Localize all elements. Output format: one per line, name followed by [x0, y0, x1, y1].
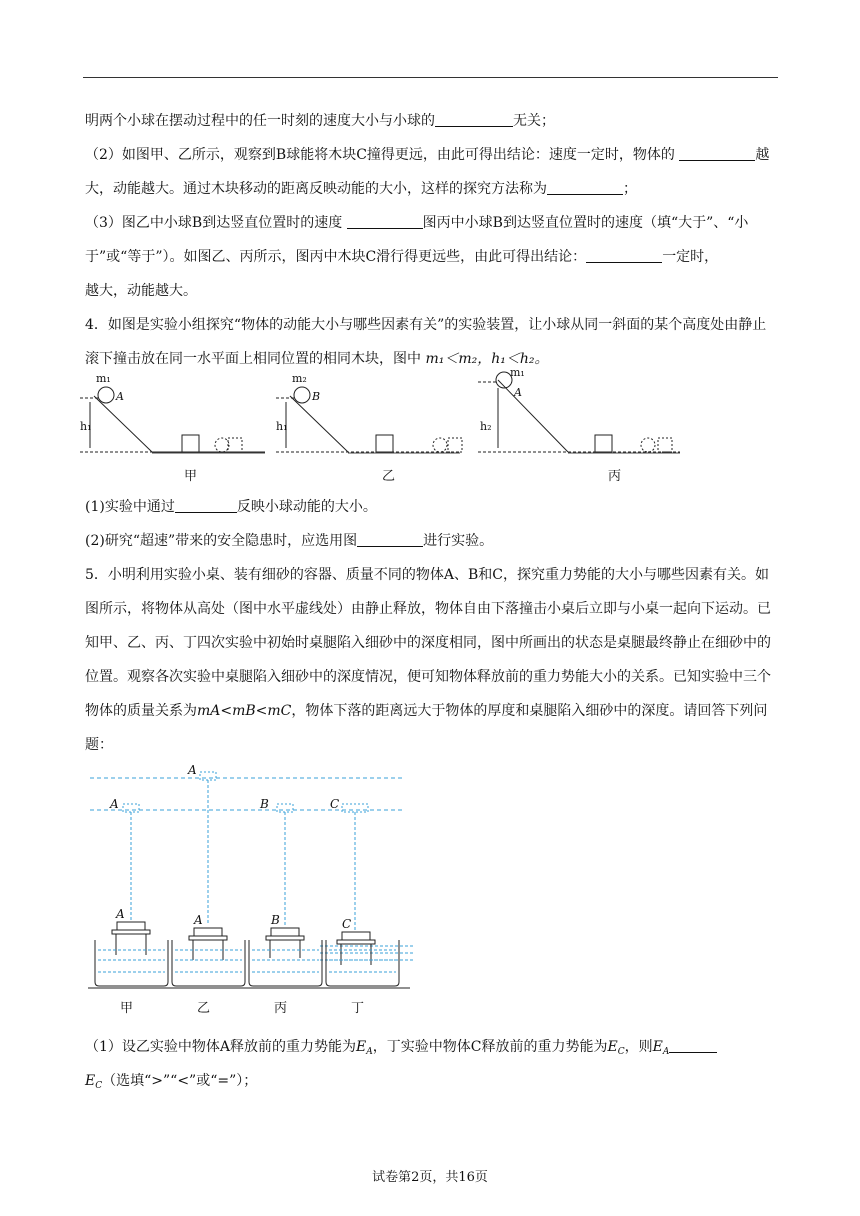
- q5-relation: mA<mB<mC: [197, 703, 292, 719]
- q4-ball-label-2: B: [312, 390, 321, 403]
- q5-label-c-low: C: [342, 917, 352, 931]
- q5-label-a-high: A: [110, 797, 119, 811]
- q4-height-label-3: h₂: [480, 420, 492, 433]
- q5-sub1-text-c: ，则: [624, 1039, 653, 1055]
- ball-icon: [98, 387, 114, 403]
- q4-stem-text: 4．如图是实验小组探究“物体的动能大小与哪些因素有关”的实验装置，让小球从同一斜面的某个高度处由静止滚下撞击放在同一水平面上相同位置的相同木块，图中: [85, 317, 767, 367]
- q4-mass-label-2: m₂: [292, 372, 307, 385]
- q4-panel-3: [478, 372, 680, 452]
- q3-part3-text-b: 图丙中小球B到达竖直位置时的速度（填“大于”、“小于”或“等于”）。如图乙、丙所示，图丙中木块C滑行得更远些，由此可得出结论：: [85, 215, 749, 265]
- answer-blank[interactable]: [347, 214, 423, 229]
- q5-stem-text-b: ，物体下落的距离远大于物体的厚度和桌腿陷入细砂中的深度。请回答下列问题：: [85, 703, 768, 753]
- q5-ea-symbol-2: E: [652, 1039, 663, 1055]
- answer-blank[interactable]: [586, 248, 662, 263]
- q3-part3-text-a: （3）图乙中小球B到达竖直位置时的速度: [85, 215, 343, 231]
- q4-sub1-text-b: 反映小球动能的大小。: [236, 499, 377, 515]
- q3-part2: [85, 138, 778, 206]
- q4-relation: m₁＜m₂，h₁＜h₂。: [425, 351, 549, 367]
- q4-panel-1: [80, 387, 265, 452]
- q4-mass-label-3: m₁: [510, 366, 525, 379]
- q5-figure: [80, 760, 440, 1020]
- q4-panel-2: [276, 387, 462, 452]
- q4-height-label-2: h₁: [276, 420, 288, 433]
- q4-fig-label-1: 甲: [184, 469, 198, 484]
- answer-blank[interactable]: [547, 180, 623, 195]
- q4-figure: [80, 366, 680, 490]
- q4-sub2-text-a: (2)研究“超速”带来的安全隐患时，应选用图: [85, 533, 358, 549]
- page-footer: 试卷第2页，共16页: [372, 1170, 488, 1185]
- q5-label-b-low: B: [271, 913, 280, 927]
- q4-sub2-text-b: 进行实验。: [423, 533, 494, 549]
- q5-fig-label-3: 丙: [274, 1001, 288, 1016]
- q4-fig-label-2: 乙: [382, 469, 396, 484]
- q5-sub1: （1）设乙实验中物体A释放前的重力势能为$E_A$，丁实验中物体C释放前的重力势能为$E_C$，则$E_A$ $E_C$（选填“>”“<”或“=”）；: [85, 1030, 778, 1098]
- q5-label-b-high: B: [260, 797, 269, 811]
- q5-stem-text-a: 5．小明利用实验小桌、装有细砂的容器、质量不同的物体A、B和C，探究重力势能的大小与哪些因素有关。如图所示，将物体从高处（图中水平虚线处）由静止释放，物体自由下落撞击小桌后立即与小桌一起向下运动。已知甲、乙、丙、丁四次实验中初始时桌腿陷入细砂中的深度相同，图中所画出的状态是桌腿最终静止在细砂中的位置。观察各次实验中桌腿陷入细砂中的深度情况，便可知物体释放前的重力势能大小的关系。已知实验中三个物体的质量关系为: [85, 567, 771, 719]
- q3-part3-text-c: 一定时，: [662, 249, 719, 265]
- q5-top-label: A: [188, 763, 197, 777]
- q5-fig-label-1: 甲: [120, 1001, 134, 1016]
- answer-blank[interactable]: [357, 532, 423, 547]
- answer-blank[interactable]: [175, 498, 237, 513]
- q3-part2-text-a: （2）如图甲、乙所示，观察到B球能将木块C撞得更远，由此可得出结论：速度一定时，物体的: [85, 147, 675, 163]
- q4-sub2: [85, 524, 778, 558]
- q4-fig-label-3: 丙: [608, 469, 622, 484]
- q3-part3-text-d: 越大，动能越大。: [85, 283, 197, 299]
- q5-sub1-text-a: （1）设乙实验中物体A释放前的重力势能为: [85, 1039, 357, 1055]
- q5-fig-label-2: 乙: [197, 1001, 211, 1016]
- q3-part2-text-b: 越大，动能越大。通过木块移动的距离反映动能的大小，这样的探究方法称为: [85, 147, 770, 197]
- q5-fig-label-4: 丁: [351, 1001, 365, 1016]
- q5-label-c-high: C: [330, 797, 340, 811]
- q5-label-a2-low: A: [194, 913, 203, 927]
- q3-part2-text-c: ；: [623, 181, 637, 197]
- q3-line1-text-a: 明两个小球在摆动过程中的任一时刻的速度大小与小球的: [85, 113, 435, 129]
- q4-ball-label-3: A: [514, 386, 522, 399]
- q5-sub1-text-d: （选填“>”“<”或“=”）；: [102, 1073, 258, 1089]
- answer-blank[interactable]: [679, 146, 755, 161]
- answer-blank[interactable]: [435, 112, 513, 127]
- q5-label-a-low: A: [116, 907, 125, 921]
- q5-sub1-text-b: ，丁实验中物体C释放前的重力势能为: [372, 1039, 608, 1055]
- q3-part3: [85, 206, 778, 308]
- q5-ea-symbol: E: [356, 1039, 367, 1055]
- q3-line1-text-b: 无关；: [513, 113, 555, 129]
- q4-ball-label-1: A: [116, 390, 124, 403]
- q3-line1: [85, 104, 778, 138]
- wood-block: [182, 435, 199, 452]
- q4-mass-label-1: m₁: [96, 372, 111, 385]
- q5-ec-symbol-2: E: [85, 1073, 96, 1089]
- answer-blank[interactable]: [669, 1038, 717, 1053]
- q4-sub1-text-a: (1)实验中通过: [85, 499, 175, 515]
- q4-height-label-1: h₁: [80, 420, 92, 433]
- container-group: [88, 922, 410, 988]
- q5-stem: [85, 558, 778, 762]
- q5-ec-symbol: E: [607, 1039, 618, 1055]
- q4-sub1: [85, 490, 778, 524]
- header-rule: [83, 77, 778, 78]
- q4-stem: [85, 308, 778, 376]
